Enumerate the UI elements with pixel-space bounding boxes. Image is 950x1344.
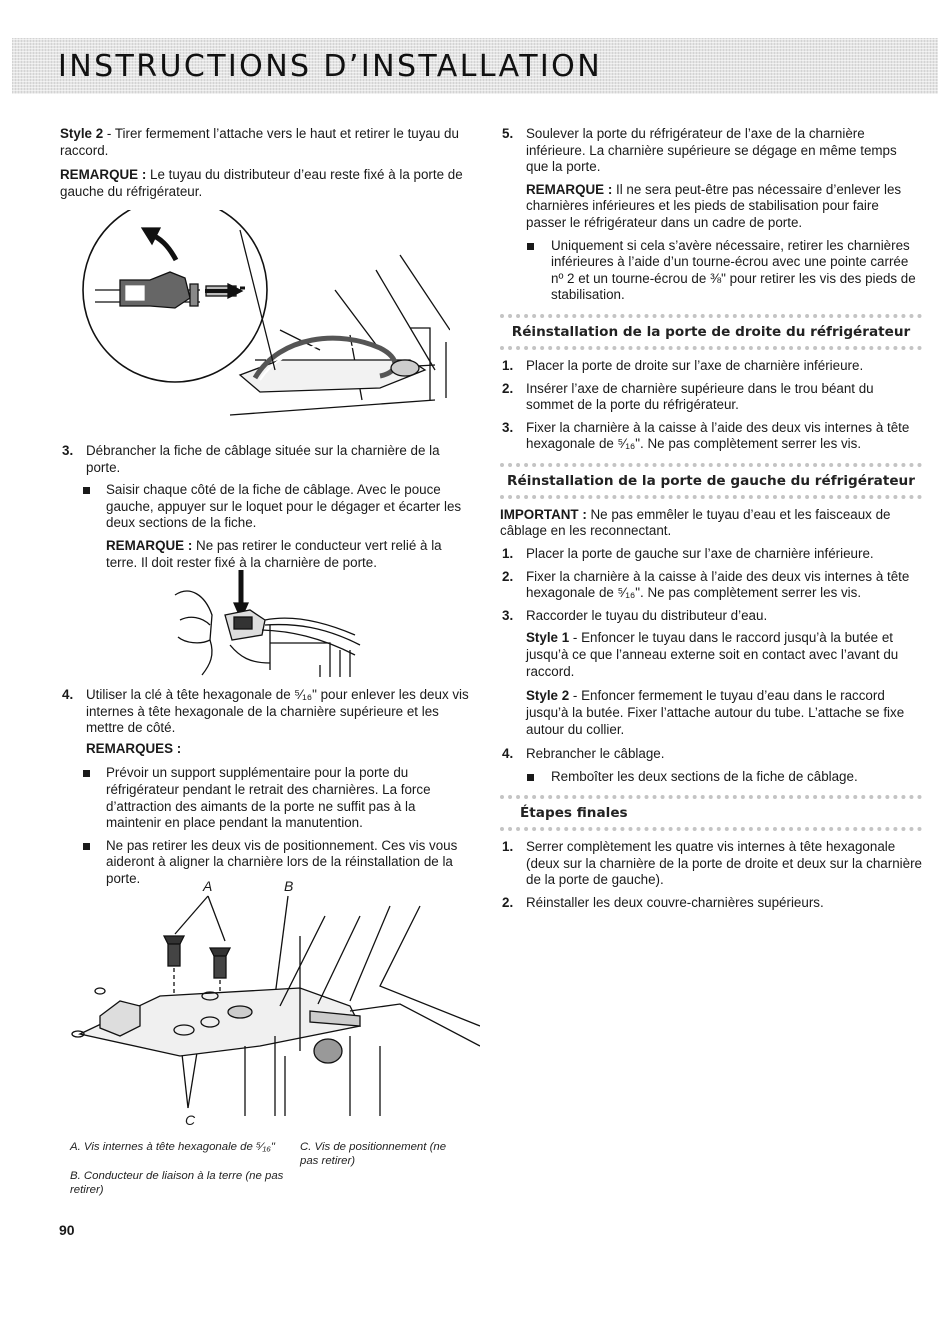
- step-number: 2.: [502, 895, 514, 911]
- step-5-text: Soulever la porte du réfrigérateur de l’axe de la charnière inférieure. La charnière supérieure se dégage en même temps que la porte.: [526, 126, 897, 175]
- section-right-door-title: Réinstallation de la porte de droite du réfrigérateur: [500, 314, 922, 350]
- page-number: 90: [59, 1222, 75, 1238]
- remarque-bullet-support: [60, 765, 472, 831]
- step-number: 2.: [502, 568, 514, 584]
- step-3-bullet: [60, 482, 472, 532]
- bullet-square: [83, 770, 90, 777]
- step-5-remarque-label: REMARQUE :: [526, 181, 613, 197]
- right-door-step-2-text: Insérer l’axe de charnière supérieure dans le trou béant du sommet de la porte du réfrigérateur.: [526, 380, 874, 413]
- step-3-number: 3.: [62, 443, 74, 458]
- bullet-square: [83, 487, 90, 494]
- step-5-number: 5.: [502, 126, 514, 141]
- style2-paragraph: [60, 126, 472, 159]
- left-door-step-2-text: Fixer la charnière à la caisse à l’aide des deux vis internes à tête hexagonale de ⁵⁄₁₆". Ne pas complètement serrer les vis.: [526, 568, 910, 601]
- remarque-bullet-support-text: Prévoir un support supplémentaire pour la porte du réfrigérateur pendant le retrait des charnières. La force d’attraction des aimants de la porte ne suffit pas à la maintenir en place pendant la manutention.: [106, 765, 431, 831]
- callout-b: B: [284, 878, 294, 894]
- left-door-step-3: [500, 608, 922, 625]
- remarque-paragraph: [60, 167, 472, 200]
- left-column: [60, 126, 472, 208]
- right-door-step-1: [500, 358, 922, 375]
- step-5-bullet: [500, 238, 922, 304]
- step-4-text: Utiliser la clé à tête hexagonale de ⁵⁄₁₆" pour enlever les deux vis internes à tête hexagonale de la charnière supérieure et les mettre de côté.: [86, 687, 469, 736]
- left-door-step-3-text: Raccorder le tuyau du distributeur d’eau.: [526, 607, 768, 623]
- right-door-step-3-text: Fixer la charnière à la caisse à l’aide des deux vis internes à tête hexagonale de ⁵⁄₁₆". Ne pas complètement serrer les vis.: [526, 419, 910, 452]
- step-number: 1.: [502, 546, 514, 562]
- step-number: 1.: [502, 839, 514, 855]
- step-4-number: 4.: [62, 687, 74, 702]
- left-step3: [60, 443, 472, 577]
- style1-text: - Enfoncer le tuyau dans le raccord jusqu’à la butée et jusqu’à ce que l’anneau externe soit en contact avec l’avant du raccord.: [526, 630, 899, 679]
- step-number: 2.: [502, 380, 514, 396]
- important-label: IMPORTANT :: [500, 506, 587, 522]
- left-step4: [60, 687, 472, 894]
- final-step-2: [500, 895, 922, 912]
- bullet-square: [83, 843, 90, 850]
- right-door-step-3: [500, 420, 922, 453]
- figure-water-tube-connector: [80, 210, 450, 430]
- step-3: [60, 443, 472, 476]
- callout-a: A: [203, 878, 213, 894]
- left-door-step-1: [500, 546, 922, 563]
- style2-right-paragraph: [500, 688, 922, 738]
- left-door-step-4-bullet-text: Remboîter les deux sections de la fiche de câblage.: [551, 768, 858, 784]
- figure-hinge-screws: [60, 876, 480, 1141]
- caption-c: C. Vis de positionnement (ne pas retirer): [300, 1141, 447, 1168]
- left-door-step-2: [500, 569, 922, 602]
- step-3-remarque-text: Ne pas retirer le conducteur vert relié à la terre. Il doit rester fixé à la charnière de porte.: [106, 538, 442, 570]
- style2-text: - Tirer fermement l’attache vers le haut et retirer le tuyau du raccord.: [60, 126, 459, 158]
- step-5-remarque-text: Il ne sera peut-être pas nécessaire d’enlever les charnières inférieures et les pieds de stabilisation pour faire passer le réfrigérateur dans un cadre de porte.: [526, 181, 902, 231]
- important-paragraph: [500, 507, 922, 540]
- step-5-bullet-text: Uniquement si cela s’avère nécessaire, retirer les charnières inférieures à l’aide d’un tourne-écrou avec une pointe carrée nº 2 et un tourne-écrou de ⅜" pour retirer les vis des pieds de stabilisation.: [551, 237, 916, 303]
- right-column: [500, 126, 922, 918]
- caption-a: A. Vis internes à tête hexagonale de ⁵⁄₁₆": [70, 1141, 275, 1153]
- figure-wiring-plug: [170, 565, 370, 680]
- right-door-step-2: [500, 381, 922, 414]
- left-door-step-4-bullet: [500, 769, 922, 786]
- bullet-square: [527, 774, 534, 781]
- step-3-remarque-label: REMARQUE :: [106, 538, 193, 554]
- step-5-remarque: [500, 182, 922, 232]
- style1-label: Style 1: [526, 630, 570, 646]
- remarque-text: Le tuyau du distributeur d’eau reste fixé à la porte de gauche du réfrigérateur.: [60, 167, 463, 199]
- step-3-bullet-text: Saisir chaque côté de la fiche de câblage. Avec le pouce gauche, appuyer sur le loquet pour le dégager et écarter les deux sections de la fiche.: [106, 482, 462, 531]
- step-number: 3.: [502, 419, 514, 435]
- left-door-step-4-text: Rebrancher le câblage.: [526, 746, 665, 762]
- right-door-step-1-text: Placer la porte de droite sur l’axe de charnière inférieure.: [526, 357, 864, 373]
- caption-b: B. Conducteur de liaison à la terre (ne pas retirer): [70, 1170, 284, 1197]
- step-3-text: Débrancher la fiche de câblage située sur la charnière de la porte.: [86, 443, 440, 475]
- style2-right-label: Style 2: [526, 688, 570, 704]
- step-4: [60, 687, 472, 757]
- section-final-steps-title: Étapes finales: [500, 795, 922, 831]
- hinge-screws-drawing: [60, 876, 480, 1116]
- style2-right-text: - Enfoncer fermement le tuyau d’eau dans le raccord jusqu’à la butée. Fixer l’attache autour du tube. L’attache se fixe autour du collier.: [526, 688, 905, 737]
- step-number: 3.: [502, 607, 514, 623]
- bullet-square: [527, 243, 534, 250]
- final-step-1-text: Serrer complètement les quatre vis internes à tête hexagonale (deux sur la charnière de la porte de droite et deux sur la charnière de la porte de gauche).: [526, 839, 922, 888]
- left-door-step-4: [500, 746, 922, 763]
- remarque-label: REMARQUE :: [60, 167, 147, 183]
- style2-label: Style 2: [60, 126, 104, 141]
- left-door-step-1-text: Placer la porte de gauche sur l’axe de charnière inférieure.: [526, 546, 874, 562]
- remarques-label: REMARQUES :: [86, 740, 182, 756]
- style1-paragraph: [500, 630, 922, 680]
- remarque-bullet-positioning-text: Ne pas retirer les deux vis de positionnement. Ces vis vous aideront à aligner la charnière lors de la réinstallation de la porte.: [106, 837, 458, 887]
- important-text: Ne pas emmêler le tuyau d’eau et les faisceaux de câblage en les reconnectant.: [500, 506, 891, 539]
- callout-c: C: [185, 1112, 196, 1128]
- step-number: 4.: [502, 746, 514, 762]
- final-step-2-text: Réinstaller les deux couvre-charnières supérieurs.: [526, 895, 824, 911]
- step-5: [500, 126, 922, 176]
- section-left-door-title: Réinstallation de la porte de gauche du réfrigérateur: [500, 463, 922, 499]
- final-step-1: [500, 839, 922, 889]
- page-title: INSTRUCTIONS D’INSTALLATION: [58, 49, 603, 84]
- step-number: 1.: [502, 357, 514, 373]
